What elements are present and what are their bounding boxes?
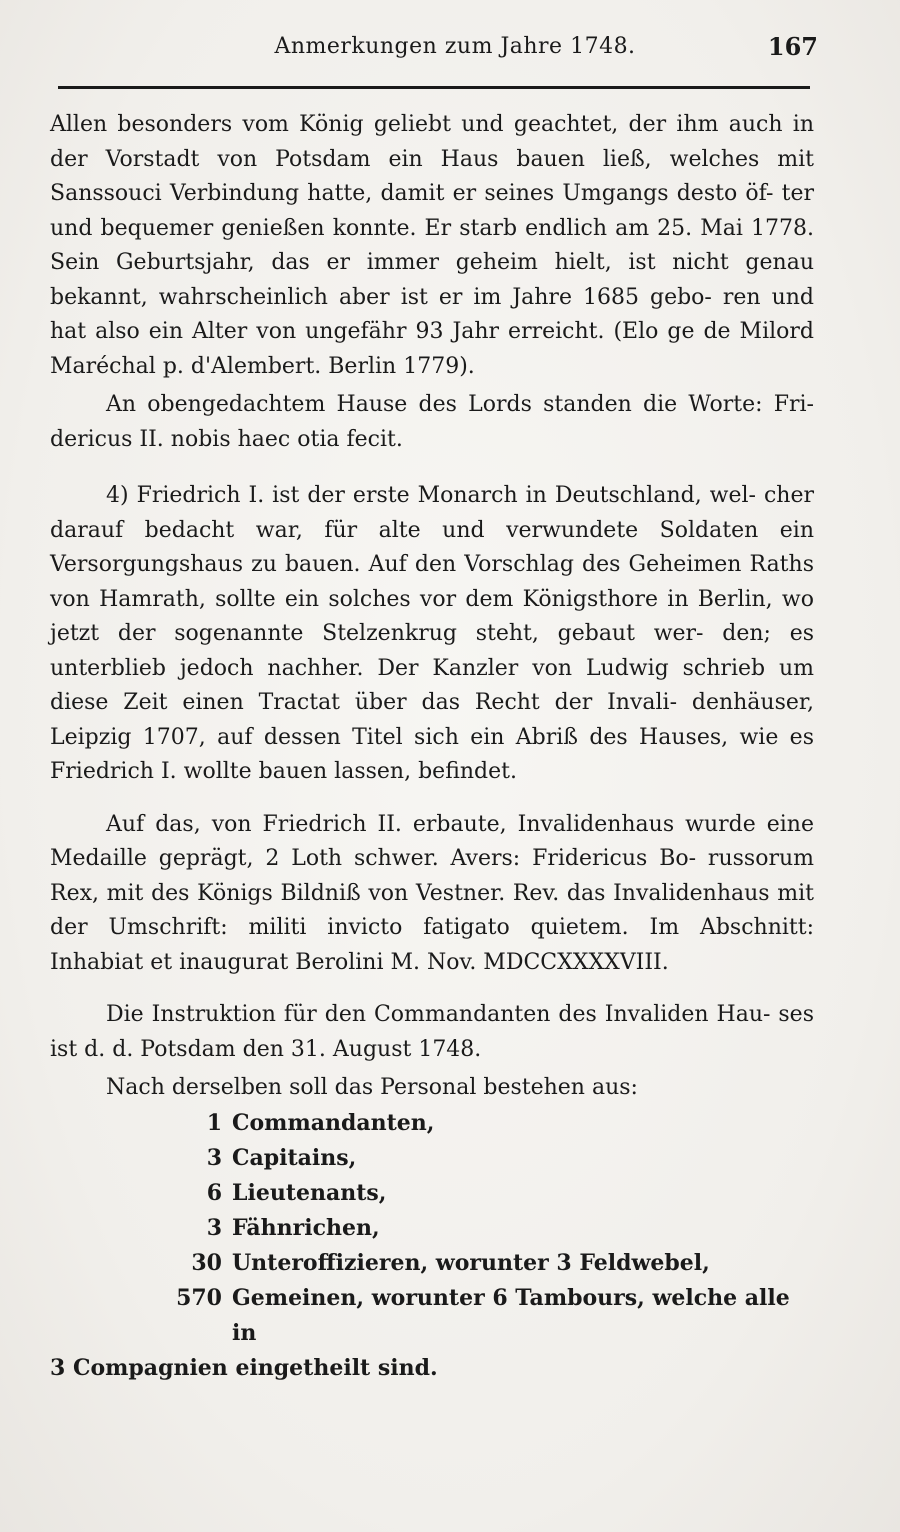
paragraph-note-4: 4) Friedrich I. ist der erste Monarch in Deutschland, wel- cher darauf bedacht war, für alte und verwundete Soldaten ein Versorgungshaus zu bauen. Auf den Vorschlag des Geheimen Raths von Hamrath, sollte ein solches vor dem Königsthore in Berlin, wo jetzt der sogenannte Stelzenkrug steht, gebaut wer- den; es unterblieb jedoch nachher. Der Kanzler von Ludwig schrieb um diese Zeit einen Tractat über das Recht der Invali- denhäuser, Leipzig 1707, auf dessen Titel sich ein Abriß des Hauses, wie es Friedrich I. wollte bauen lassen, befindet. (50, 483, 814, 784)
running-header (40, 26, 830, 72)
list-item (50, 1211, 814, 1246)
paragraph-personnel-intro: Nach derselben soll das Personal bestehen aus: (106, 1075, 638, 1100)
personnel-count: 570 (176, 1284, 222, 1311)
personnel-label: Fähnrichen, (232, 1214, 380, 1241)
list-item (50, 1141, 814, 1176)
personnel-count: 30 (191, 1249, 222, 1276)
personnel-label: Gemeinen, worunter 6 Tambours, welche alle in (232, 1284, 790, 1346)
running-title: Anmerkungen zum Jahre 1748. (274, 34, 636, 59)
personnel-label: Lieutenants, (232, 1179, 387, 1206)
personnel-count: 6 (206, 1179, 222, 1206)
paragraph-medal: Auf das, von Friedrich II. erbaute, Invalidenhaus wurde eine Medaille geprägt, 2 Loth schwer. Avers: Fridericus Bo- russorum Rex, mit des Königs Bildniß von Vestner. Rev. das Invalidenhaus mit der Umschrift: militi invicto fatigato quietem. Im Abschnitt: Inhabiat et inaugurat Berolini M. Nov. MDCCXXXXVIII. (50, 811, 814, 975)
personnel-label: Unteroffizieren, worunter 3 Feldwebel, (232, 1249, 710, 1276)
paragraph-lord-marischal: Allen besonders vom König geliebt und geachtet, der ihm auch in der Vorstadt von Potsdam ein Haus bauen ließ, welches mit Sanssouci Verbindung hatte, damit er seines Umgangs desto öf- ter und bequemer genießen konnte. Er starb endlich am 25. Mai 1778. Sein Geburtsjahr, das er immer geheim hielt, ist nicht genau bekannt, wahrscheinlich aber ist er im Jahre 1685 gebo- ren und hat also ein Alter von ungefähr 93 Jahr erreicht. (Elo ge de Milord Maréchal p. d'Alembert. Berlin 1779). (50, 112, 814, 379)
closing-line: 3 Compagnien eingetheilt sind. (50, 1354, 438, 1381)
personnel-count: 3 (206, 1214, 222, 1241)
personnel-count: 3 (206, 1144, 222, 1171)
personnel-label: Capitains, (232, 1144, 357, 1171)
personnel-label: Commandanten, (232, 1109, 435, 1136)
header-rule (58, 86, 810, 89)
list-item (50, 1106, 814, 1141)
page-number: 167 (767, 32, 818, 61)
paragraph-instruction: Die Instruktion für den Commandanten des Invaliden Hau- ses ist d. d. Potsdam den 31. August 1748. (50, 1002, 814, 1062)
list-item (50, 1281, 814, 1351)
main-text (50, 108, 814, 1386)
personnel-list (50, 1106, 814, 1351)
list-item (50, 1176, 814, 1211)
personnel-count: 1 (206, 1109, 222, 1136)
list-item (50, 1246, 814, 1281)
paragraph-inscription: An obengedachtem Hause des Lords standen die Worte: Fri- dericus II. nobis haec otia fecit. (50, 392, 814, 452)
